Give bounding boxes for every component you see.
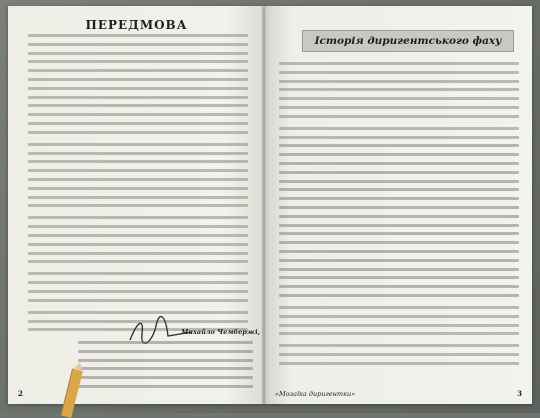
signer-credentials: [78, 341, 253, 394]
section-title: Історія диригентського фаху: [314, 35, 502, 47]
section-title-banner: [302, 30, 514, 52]
left-page: [8, 6, 265, 404]
right-page: [265, 6, 532, 404]
book-spine: [262, 6, 268, 404]
page-number: 2: [18, 389, 23, 398]
chapter-body: [279, 62, 519, 371]
running-footer: «Мозаїка диригентки»: [275, 390, 356, 398]
page-heading: ПЕРЕДМОВА: [85, 18, 188, 32]
foreword-body: [28, 34, 248, 337]
page-number: 3: [517, 389, 522, 398]
signer-name: Михайло Чембержі,: [181, 328, 260, 336]
